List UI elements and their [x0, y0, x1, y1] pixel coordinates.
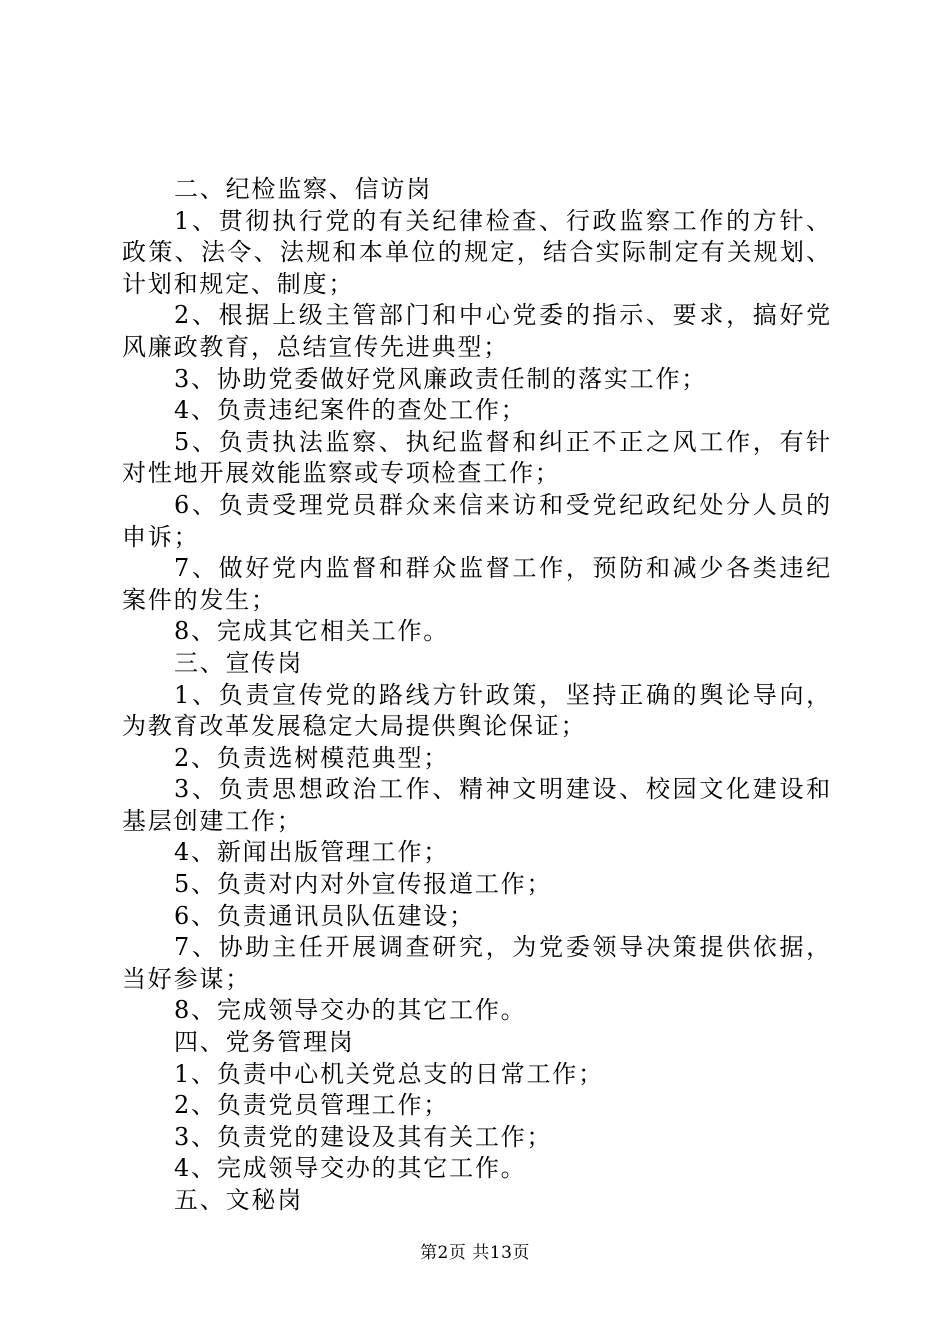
- paragraph: 4、负责违纪案件的查处工作；: [174, 396, 527, 425]
- paragraph: 3、协助党委做好党风廉政责任制的落实工作；: [174, 364, 708, 393]
- section-heading: 二、纪检监察、信访岗: [174, 175, 432, 203]
- paragraph: 2、负责党员管理工作；: [174, 1091, 450, 1120]
- section-heading: 三、宣传岗: [174, 648, 303, 677]
- paragraph: 5、负责执法监察、执纪监督和纠正不正之风工作，有针对性地开展效能监察或专项检查工作；: [122, 427, 832, 488]
- paragraph: 1、负责中心机关党总支的日常工作；: [174, 1059, 604, 1088]
- document-body: [122, 174, 832, 1217]
- paragraph: 6、负责受理党员群众来信来访和受党纪政纪处分人员的申诉；: [122, 490, 832, 551]
- section-heading: 四、党务管理岗: [174, 1028, 355, 1057]
- page-number-footer: 第2页 共13页: [420, 1243, 530, 1263]
- paragraph: 7、协助主任开展调查研究，为党委领导决策提供依据，当好参谋；: [122, 933, 832, 993]
- paragraph: 7、做好党内监督和群众监督工作，预防和减少各类违纪案件的发生；: [122, 554, 832, 614]
- paragraph: 8、完成其它相关工作。: [174, 617, 450, 646]
- paragraph: 3、负责思想政治工作、精神文明建设、校园文化建设和基层创建工作；: [122, 775, 832, 835]
- paragraph: 4、完成领导交办的其它工作。: [174, 1154, 527, 1183]
- paragraph: 1、负责宣传党的路线方针政策，坚持正确的舆论导向，为教育改革发展稳定大局提供舆论保证；: [122, 680, 832, 741]
- section-heading: 五、文秘岗: [174, 1186, 303, 1214]
- paragraph: 5、负责对内对外宣传报道工作；: [174, 870, 553, 899]
- paragraph: 6、负责通讯员队伍建设；: [174, 901, 475, 930]
- paragraph: 1、贯彻执行党的有关纪律检查、行政监察工作的方针、政策、法令、法规和本单位的规定，结合实际制定有关规划、计划和规定、制度；: [122, 206, 832, 298]
- paragraph: 8、完成领导交办的其它工作。: [174, 996, 527, 1025]
- paragraph: 2、根据上级主管部门和中心党委的指示、要求，搞好党风廉政教育，总结宣传先进典型；: [122, 301, 832, 361]
- paragraph: 2、负责选树模范典型；: [174, 743, 450, 772]
- paragraph: 3、负责党的建设及其有关工作；: [174, 1122, 553, 1151]
- paragraph: 4、新闻出版管理工作；: [174, 838, 450, 867]
